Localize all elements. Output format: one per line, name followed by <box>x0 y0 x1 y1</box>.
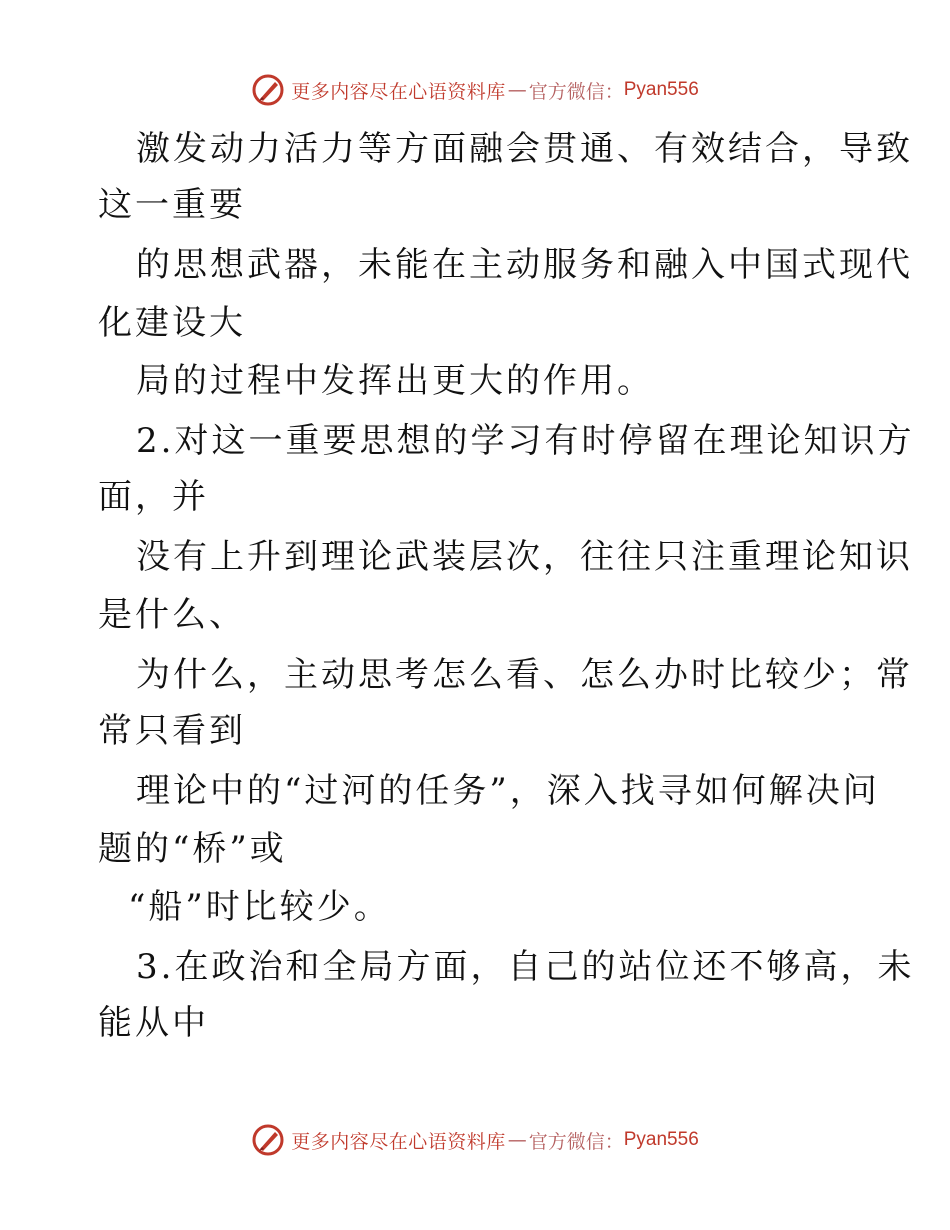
watermark-dash: — <box>507 1129 527 1151</box>
body-line: 2.对这一重要思想的学习有时停留在理论知识方 <box>136 421 915 461</box>
body-line: 3.在政治和全局方面，自己的站位还不够高，未 <box>136 947 915 987</box>
watermark-label: 官方微信： <box>528 1130 624 1153</box>
body-line: 这一重要 <box>98 185 246 225</box>
body-line: 激发动力活力等方面融会贯通、有效结合，导致 <box>136 129 913 169</box>
body-line: 局的过程中发挥出更大的作用。 <box>136 361 654 401</box>
quill-pen-circle-icon <box>251 1123 285 1157</box>
body-line: 理论中的“过河的任务”，深入找寻如何解决问 <box>136 771 880 811</box>
body-line: 没有上升到理论武装层次，往往只注重理论知识 <box>136 537 913 577</box>
watermark-id: Pyan556 <box>623 79 699 100</box>
body-line: 化建设大 <box>98 303 246 343</box>
body-line: 的思想武器，未能在主动服务和融入中国式现代 <box>136 245 913 285</box>
watermark-dash: — <box>507 79 527 101</box>
watermark-brand: 更多内容尽在心语资料库 <box>291 80 506 103</box>
body-line: 题的“桥”或 <box>98 829 287 869</box>
body-line: 是什么、 <box>98 595 246 635</box>
header-watermark <box>0 70 950 110</box>
quill-pen-circle-icon <box>251 73 285 107</box>
body-line: 能从中 <box>98 1003 209 1043</box>
body-line: 面，并 <box>98 477 209 517</box>
watermark-label: 官方微信： <box>528 80 624 103</box>
footer-watermark <box>0 1120 950 1160</box>
body-line: 为什么，主动思考怎么看、怎么办时比较少；常 <box>136 655 913 695</box>
watermark-brand: 更多内容尽在心语资料库 <box>291 1130 506 1153</box>
body-line: 常只看到 <box>98 711 246 751</box>
body-line: “船”时比较少。 <box>128 887 391 927</box>
watermark-id: Pyan556 <box>623 1129 699 1150</box>
